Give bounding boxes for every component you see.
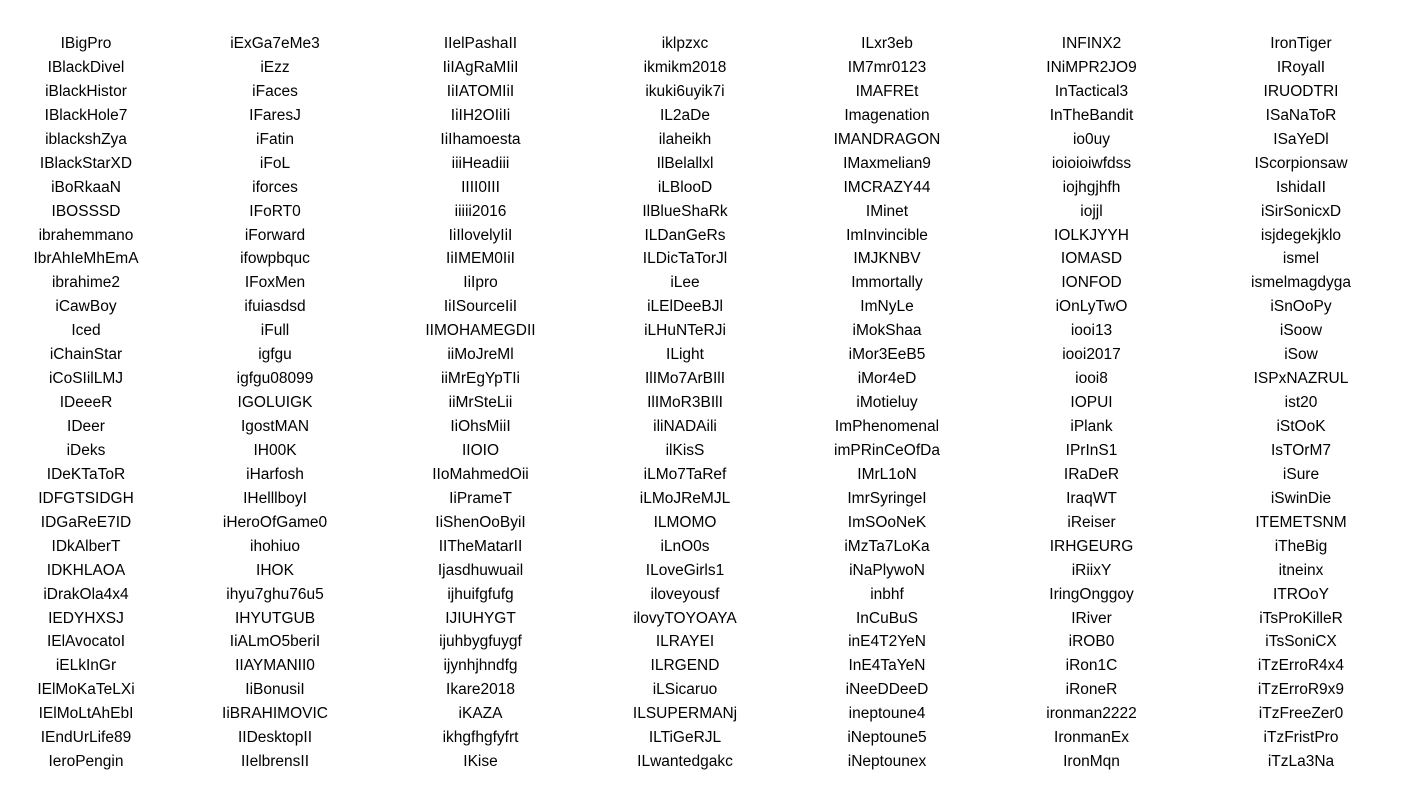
list-item: ILDicTaTorJl: [642, 250, 728, 268]
list-item: IRHGEURG: [1049, 537, 1134, 555]
list-item: IRUODTRI: [1263, 82, 1339, 100]
list-item: iojhgjhfh: [1062, 178, 1121, 196]
list-item: iReiser: [1067, 513, 1116, 531]
list-item: iTsProKilleR: [1259, 609, 1343, 627]
list-item: ijynhjhndfg: [443, 657, 518, 675]
list-item: IIMOHAMEGDII: [425, 322, 536, 340]
list-item: iPlank: [1070, 418, 1113, 435]
list-item: IiBonusiI: [245, 681, 305, 699]
list-item: IIOIO: [461, 441, 500, 459]
list-item: IeroPengin: [48, 753, 124, 771]
column-2: [172, 32, 378, 774]
list-item: ImPhenomenal: [834, 418, 940, 435]
list-item: iForward: [244, 226, 306, 244]
list-item: IITheMatarII: [438, 537, 523, 555]
list-item: IRoyalI: [1276, 58, 1326, 76]
list-item: IJIUHYGT: [445, 609, 516, 627]
list-item: iooi8: [1075, 370, 1108, 388]
list-item: IlIMo7ArBIlI: [644, 370, 726, 388]
list-item: iSow: [1284, 346, 1318, 364]
list-item: iCawBoy: [55, 298, 117, 316]
list-item: IKise: [463, 753, 498, 771]
list-item: imPRinCeOfDa: [834, 441, 940, 459]
list-item: ILSUPERMANj: [632, 705, 738, 723]
list-item: IBlackDivel: [47, 58, 125, 76]
list-item: IDGaReE7ID: [40, 513, 132, 531]
list-item: IOMASD: [1060, 250, 1123, 268]
list-item: iSure: [1282, 465, 1320, 483]
list-item: iblackshZya: [45, 130, 127, 148]
list-item: IGOLUIGK: [237, 394, 313, 412]
list-item: iojjl: [1080, 202, 1103, 220]
list-item: inE4T2YeN: [848, 633, 926, 651]
list-item: IiIAgRaMIiI: [442, 58, 519, 76]
list-item: ioioioiwfdss: [1051, 154, 1132, 172]
list-item: iklpzxc: [661, 35, 709, 52]
list-item: iLBlooD: [657, 178, 713, 196]
list-item: IEDYHXSJ: [48, 609, 124, 627]
list-item: ibrahemmano: [38, 226, 134, 244]
list-item: IOLKJYYH: [1054, 226, 1129, 244]
column-4: [583, 32, 787, 774]
list-item: iLee: [670, 274, 700, 292]
list-item: iSoow: [1279, 322, 1323, 340]
list-item: iNeptounex: [847, 753, 927, 771]
list-item: ImNyLe: [860, 298, 914, 316]
list-item: iLMoJReMJL: [639, 489, 731, 507]
list-item: ITEMETSNM: [1255, 513, 1347, 531]
list-item: iMor4eD: [857, 370, 917, 388]
list-item: iiiii2016: [454, 202, 507, 220]
list-item: ikuki6uyik7i: [645, 82, 725, 100]
list-item: io0uy: [1072, 130, 1111, 148]
list-item: iROB0: [1068, 633, 1115, 651]
list-item: IiPrameT: [449, 489, 512, 507]
list-item: iliNADAili: [653, 418, 717, 435]
list-item: ikhgfhgfyfrt: [442, 729, 519, 747]
column-5: [787, 32, 987, 774]
list-item: IronTiger: [1270, 35, 1332, 52]
list-item: ImrSyringeI: [847, 489, 927, 507]
list-item: IronmanEx: [1054, 729, 1129, 747]
list-item: IDKHLAOA: [46, 561, 126, 579]
list-item: IiOhsMiiI: [450, 418, 511, 435]
list-item: iTzFreeZer0: [1258, 705, 1344, 723]
list-item: INiMPR2JO9: [1046, 58, 1137, 76]
list-item: iFull: [260, 322, 290, 340]
list-item: IElAvocatoI: [46, 633, 126, 651]
list-item: IM7mr0123: [847, 58, 927, 76]
list-item: ihohiuo: [250, 537, 300, 555]
list-item: iSirSonicxD: [1260, 202, 1342, 220]
list-item: IH00K: [253, 441, 297, 459]
list-item: ISPxNAZRUL: [1253, 370, 1349, 388]
list-item: IBlackStarXD: [39, 154, 133, 172]
list-item: IMrL1oN: [857, 465, 917, 483]
list-item: iDrakOla4x4: [43, 585, 129, 603]
list-item: IIDesktopII: [237, 729, 313, 747]
list-item: iTheBig: [1274, 537, 1328, 555]
list-item: ifowpbquc: [240, 250, 310, 268]
list-item: ILxr3eb: [861, 35, 913, 52]
list-item: IiALmO5beriI: [229, 633, 321, 651]
username-list: [0, 32, 1426, 774]
list-item: iLElDeeBJl: [647, 298, 723, 316]
list-item: IringOnggoy: [1049, 585, 1134, 603]
list-item: IBigPro: [60, 35, 112, 52]
column-6: [987, 32, 1196, 774]
list-item: IiIpro: [463, 274, 498, 292]
list-item: iTzLa3Na: [1267, 753, 1335, 771]
list-item: iHeroOfGame0: [222, 513, 328, 531]
list-item: IONFOD: [1061, 274, 1122, 292]
list-item: IlBelallxl: [656, 154, 714, 172]
list-item: iMokShaa: [852, 322, 922, 340]
list-item: InTactical3: [1054, 82, 1129, 100]
list-item: IMJKNBV: [853, 250, 921, 268]
list-item: iELkInGr: [55, 657, 117, 675]
list-item: IHelllboyI: [243, 489, 307, 507]
list-item: IHYUTGUB: [234, 609, 316, 627]
list-item: Imagenation: [844, 106, 930, 124]
list-item: InE4TaYeN: [848, 657, 926, 675]
list-item: ILRGEND: [650, 657, 720, 675]
list-item: Iced: [71, 322, 101, 340]
list-item: ismelmagdyga: [1251, 274, 1351, 292]
list-item: iRoneR: [1065, 681, 1118, 699]
list-item: IFoxMen: [244, 274, 306, 292]
list-item: iTzErroR9x9: [1257, 681, 1345, 699]
list-item: IlIMoR3BIlI: [647, 394, 723, 412]
list-item: IronMqn: [1063, 753, 1120, 771]
list-item: iiMrSteLii: [448, 394, 513, 412]
list-item: iBoRkaaN: [51, 178, 121, 196]
list-item: IDeer: [67, 418, 105, 435]
list-item: IDeeeR: [59, 394, 113, 412]
list-item: ismel: [1282, 250, 1320, 268]
list-item: ILMOMO: [653, 513, 717, 531]
list-item: IiIhamoesta: [440, 130, 521, 148]
list-item: Ikare2018: [446, 681, 515, 699]
list-item: IIelPashaII: [443, 35, 518, 52]
list-item: ITROoY: [1273, 585, 1329, 603]
list-item: iSwinDie: [1270, 489, 1332, 507]
list-item: ineptoune4: [848, 705, 926, 723]
list-item: InTheBandit: [1049, 106, 1134, 124]
list-item: ILTiGeRJL: [648, 729, 722, 747]
list-item: ILight: [666, 346, 704, 364]
list-item: ImInvincible: [846, 226, 928, 244]
list-item: Ijasdhuwuail: [437, 561, 524, 579]
list-item: IiIMEM0IiI: [446, 250, 515, 268]
list-item: iBlackHistor: [45, 82, 127, 100]
list-item: ifuiasdsd: [244, 298, 306, 316]
list-item: iEzz: [260, 58, 290, 76]
list-item: inbhf: [870, 585, 904, 603]
list-item: IMAFREt: [855, 82, 919, 100]
list-item: ILoveGirls1: [645, 561, 725, 579]
list-item: IsTOrM7: [1271, 441, 1331, 459]
list-item: iExGa7eMe3: [230, 35, 320, 52]
list-item: INFINX2: [1061, 35, 1122, 52]
list-item: IMANDRAGON: [833, 130, 941, 148]
list-item: IFaresJ: [249, 106, 301, 124]
list-item: IOPUI: [1070, 394, 1113, 412]
column-1: [0, 32, 172, 774]
list-item: iOnLyTwO: [1055, 298, 1128, 316]
list-item: IEndUrLife89: [40, 729, 132, 747]
list-item: IElMoKaTeLXi: [37, 681, 135, 699]
list-item: iNaPlywoN: [849, 561, 925, 579]
list-item: IHOK: [256, 561, 294, 579]
list-item: IiIATOMIiI: [446, 82, 515, 100]
list-item: IPrInS1: [1065, 441, 1118, 459]
list-item: ist20: [1284, 394, 1318, 412]
list-item: iKAZA: [458, 705, 503, 723]
list-item: IiBRAHIMOVIC: [222, 705, 328, 723]
list-item: IraqWT: [1066, 489, 1117, 507]
list-item: ijuhbygfuygf: [439, 633, 522, 651]
list-item: isjdegekjklo: [1260, 226, 1342, 244]
list-item: IIoMahmedOii: [432, 465, 529, 483]
list-item: iNeeDDeeD: [845, 681, 929, 699]
list-item: iFaces: [252, 82, 298, 100]
list-item: ilaheikh: [658, 130, 712, 148]
list-item: ImSOoNeK: [847, 513, 927, 531]
list-item: iooi2017: [1062, 346, 1121, 364]
list-item: ilovyTOYOAYA: [633, 609, 737, 627]
list-item: iRiixY: [1071, 561, 1112, 579]
list-item: iFatin: [256, 130, 294, 148]
list-item: IMaxmelian9: [843, 154, 931, 172]
list-item: IIAYMANII0: [235, 657, 315, 675]
list-item: IMCRAZY44: [843, 178, 931, 196]
list-item: IIII0III: [461, 178, 500, 196]
list-item: IiIH2OIiIi: [450, 106, 511, 124]
list-item: ijhuifgfufg: [447, 585, 514, 603]
list-item: IiIlovelyIiI: [448, 226, 513, 244]
list-item: IDkAlberT: [51, 537, 121, 555]
list-item: IiISourceIiI: [443, 298, 518, 316]
list-item: ihyu7ghu76u5: [226, 585, 324, 603]
list-item: iCoSIilLMJ: [48, 370, 124, 388]
list-item: IshidaII: [1276, 178, 1326, 196]
list-item: iLHuNTeRJi: [644, 322, 726, 340]
list-item: Immortally: [851, 274, 923, 292]
list-item: IElMoLtAhEbI: [38, 705, 134, 723]
list-item: igfgu08099: [236, 370, 314, 388]
list-item: iTsSoniCX: [1265, 633, 1337, 651]
list-item: iiiHeadiii: [451, 154, 510, 172]
list-item: iDeks: [66, 441, 106, 459]
list-item: iNeptoune5: [847, 729, 927, 747]
list-item: ikmikm2018: [643, 58, 727, 76]
list-item: IMinet: [865, 202, 909, 220]
list-item: IRaDeR: [1063, 465, 1120, 483]
list-item: IBlackHole7: [44, 106, 128, 124]
list-item: iLnO0s: [660, 537, 710, 555]
list-item: iLMo7TaRef: [643, 465, 727, 483]
list-item: igfgu: [258, 346, 292, 364]
list-item: IBOSSSD: [51, 202, 121, 220]
list-item: itneinx: [1278, 561, 1324, 579]
list-item: InCuBuS: [855, 609, 919, 627]
list-item: IScorpionsaw: [1254, 154, 1348, 172]
list-item: iMzTa7LoKa: [844, 537, 930, 555]
list-item: iStOoK: [1276, 418, 1326, 435]
list-item: iMor3EeB5: [848, 346, 926, 364]
list-item: ilKisS: [665, 441, 705, 459]
list-item: iooi13: [1070, 322, 1113, 340]
list-item: iFoL: [259, 154, 291, 172]
list-item: IlBlueShaRk: [642, 202, 728, 220]
list-item: iiMrEgYpTIi: [441, 370, 520, 388]
list-item: iforces: [252, 178, 298, 196]
list-item: iChainStar: [49, 346, 123, 364]
list-item: iTzFristPro: [1263, 729, 1339, 747]
list-item: ISaYeDl: [1273, 130, 1329, 148]
list-item: iTzErroR4x4: [1257, 657, 1345, 675]
list-item: iHarfosh: [246, 465, 304, 483]
list-item: iiMoJreMl: [447, 346, 514, 364]
list-item: IbrAhIeMhEmA: [33, 250, 139, 268]
list-item: IDFGTSIDGH: [38, 489, 134, 507]
column-3: [378, 32, 583, 774]
list-item: iLSicaruo: [652, 681, 718, 699]
column-7: [1196, 32, 1406, 774]
list-item: iRon1C: [1065, 657, 1118, 675]
list-item: IgostMAN: [240, 418, 310, 435]
list-item: IL2aDe: [660, 106, 710, 124]
list-item: IiShenOoByiI: [435, 513, 526, 531]
list-item: iloveyousf: [650, 585, 720, 603]
list-item: IIelbrensII: [240, 753, 310, 771]
list-item: iMotieluy: [856, 394, 918, 412]
list-item: iSnOoPy: [1270, 298, 1332, 316]
list-item: IFoRT0: [249, 202, 301, 220]
list-item: IDeKTaToR: [46, 465, 126, 483]
list-item: ISaNaToR: [1265, 106, 1337, 124]
list-item: ILRAYEI: [655, 633, 715, 651]
list-item: ibrahime2: [51, 274, 121, 292]
list-item: ironman2222: [1046, 705, 1137, 723]
list-item: ILDanGeRs: [644, 226, 726, 244]
list-item: IRiver: [1071, 609, 1112, 627]
list-item: ILwantedgakc: [637, 753, 733, 771]
